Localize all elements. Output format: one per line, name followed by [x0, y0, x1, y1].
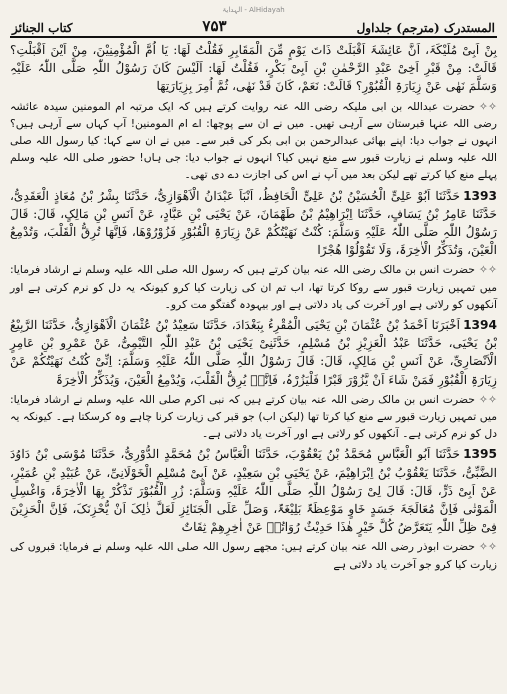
- page-content: [10, 41, 497, 573]
- header-rule: [10, 36, 497, 38]
- watermark: الہدایۃ - AlHidayah: [222, 6, 285, 14]
- translation-text: حضرت انس بن مالک رضی اللہ عنہ بیان کرتے ہیں کہ نبی اکرم صلی اللہ علیہ وسلم نے ارشاد فرمایا: میں تمہیں زیارت قبور سے منع کیا کرتا تھا (لیکن اب) جو قبر کی زیارت کرنا چاہے وہ کرسکتا ہے۔ کیونکہ یہ دل کو نرم کرتی ہے۔ آنکھوں کو رلاتی ہے اور آخرت یاد دلاتی ہے۔: [10, 392, 497, 441]
- translation-text: حضرت عبداللہ بن ابی ملیکہ رضی اللہ عنہ روایت کرتے ہیں کہ ایک مرتبہ ام المومنین سیدہ عائشہ رضی اللہ عنہا قبرستان سے آرہی تھیں۔ میں نے ان سے پوچھا: اے ام المومنین! آپ کہاں سے آرہی ہیں؟ انہوں نے جواب دیا: اپنے بھائی عبدالرحمن بن ابی بکر کی قبر سے۔ میں نے ان سے کہا: کیا رسول اللہ صلی اللہ علیہ وسلم نے زیارت قبور سے منع نہیں کیا؟ انہوں نے جواب دیا: جی ہاں! حضور صلی اللہ علیہ وسلم پہلے منع کیا کرتے تھے لیکن بعد میں آپ نے اس کی اجازت دے دی تھی۔: [10, 99, 497, 182]
- star-marker: ✧✧: [478, 263, 497, 277]
- hadith-translation: [10, 261, 497, 313]
- hadith-arabic: [10, 316, 497, 389]
- hadith-translation: [10, 98, 497, 184]
- translation-text: حضرت انس بن مالک رضی اللہ عنہ بیان کرتے ہیں کہ رسول اللہ صلی اللہ علیہ وسلم نے ارشاد فرمایا: میں تمہیں زیارت قبور سے روکا کرتا تھا، اب تم ان کی زیارت کیا کرو کیونکہ یہ دل کو نرم کرتی ہے اور آنکھوں کو رلاتی ہے اور آخرت کی یاد دلاتی ہے اور بیہودہ گفتگو مت کرو۔: [10, 263, 497, 311]
- star-marker: ✧✧: [478, 392, 497, 406]
- hadith-number: 1393: [463, 188, 497, 203]
- star-marker: ✧✧: [478, 540, 497, 554]
- hadith-arabic: [10, 445, 497, 536]
- page-number: ۷۵۳: [202, 17, 227, 35]
- hadith-translation: [10, 538, 497, 572]
- book-title: کتاب الجنائز: [12, 21, 73, 35]
- hadith-arabic: [10, 187, 497, 260]
- volume-title: المستدرک (مترجم) جلداول: [356, 21, 495, 35]
- hadith-number: 1394: [463, 318, 497, 333]
- hadith-arabic: بِنْ اَبِیْ مُلَیْکَۃَ، اَنَّ عَائِشَۃَ اَقْبَلَتْ ذَاتَ یَوْمٍ مِّنَ الْمَقَابِرِ فَقُلْتُ لَھَا: یَا اُمَّ الْمُؤْمِنِیْنَ، مِنْ اَیْنَ اَقْبَلْتِ؟ قَالَتْ: مِنْ قَبْرِ اَخِیْ عَبْدِ الرَّحْمٰنِ بْنِ اَبِیْ بَکْرٍ، فَقُلْتُ لَھَا: اَلَیْسَ کَانَ رَسُوْلُ اللّٰہِ صَلَّی اللّٰہُ عَلَیْہِ وَسَلَّمَ نَھٰی عَنْ زِیَارَۃِ الْقُبُوْرِ؟ قَالَتْ: نَعَمْ، کَانَ قَدْ نَھٰی، ثُمَّ اُمِرَ بِزِیَارَتِھَا: [10, 43, 497, 94]
- hadith-number: 1395: [463, 447, 497, 462]
- arabic-text: حَدَّثَنَا اَبُوْ عَلِیٍّ الْحُسَیْنُ بْنُ عَلِیٍّ الْحَافِظُ، اَنْبَاَ عَبْدَانُ الْاَھْوَازِیُّ، حَدَّثَنَا بِشْرُ بْنُ مُعَاذٍ الْعَقَدِیُّ، حَدَّثَنَا عَامِرُ بْنُ یَسَافٍ، حَدَّثَنَا اِبْرَاھِیْمُ بْنُ طَھْمَانَ، عَنْ یَحْیَی بْنِ عَبَّادٍ، عَنْ اَنَسِ بْنِ مَالِکٍ، قَالَ: قَالَ رَسُوْلُ اللّٰہِ صَلَّی اللّٰہُ عَلَیْہِ وَسَلَّمَ: کُنْتُ نَھَیْتُکُمْ عَنْ زِیَارَۃِ الْقُبُوْرِ فَزُوْرُوْھَا، فَاِنَّھَا تُرِقُّ الْقَلْبَ، وَتُدْمِعُ الْعَیْنَ، وَتُذَکِّرُ الْاٰخِرَۃَ، وَلَا تَقُوْلُوْا ھُجْرًا: [10, 188, 497, 258]
- page-header: [10, 15, 497, 35]
- arabic-text: حَدَّثَنَا اَبُو الْعَبَّاسِ مُحَمَّدُ بْنُ یَعْقُوْبَ، حَدَّثَنَا الْعَبَّاسُ بْنُ مُحَمَّدٍ الدُّوْرِیُّ، حَدَّثَنَا مُوْسَی بْنُ دَاوُدَ الضَّبِّیُّ، حَدَّثَنَا یَعْقُوْبُ بْنُ اِبْرَاھِیْمَ، عَنْ یَحْیَی بْنِ سَعِیْدٍ، عَنْ اَبِیْ مُسْلِمٍ الْخَوْلَانِیِّ، عَنْ عُبَیْدِ بْنِ عُمَیْرٍ، عَنْ اَبِیْ ذَرٍّ، قَالَ: قَالَ لِیْ رَسُوْلُ اللّٰہِ صَلَّی اللّٰہُ عَلَیْہِ وَسَلَّمَ: زُرِ الْقُبُوْرَ تَذْکُرْ بِھَا الْاٰخِرَۃَ، وَاغْسِلِ الْمَوْتٰی فَاِنَّ مُعَالَجَۃَ جَسَدٍ خَاوٍ مَوْعِظَۃٌ بَلِیْغَۃٌ، وَصَلِّ عَلَی الْجَنَائِزِ لَعَلَّ ذٰلِکَ اَنْ یُّحْزِنَکَ، فَاِنَّ الْحَزِیْنَ فِیْ ظِلِّ اللّٰہِ یَتَعَرَّضُ کُلَّ خَیْرٍ ھٰذَا حَدِیْثٌ رُوَاتُہٗ عَنْ اٰخِرِھِمْ ثِقَاتٌ: [10, 447, 497, 535]
- star-marker: ✧✧: [478, 99, 497, 113]
- arabic-text: اَخْبَرَنَا اَحْمَدُ بْنُ عُثْمَانَ بْنِ یَحْیَی الْمُقْرِءُ بِبَغْدَادَ، حَدَّثَنَا سَعِیْدُ بْنُ عُثْمَانَ الْاَھْوَازِیُّ، حَدَّثَنَا الرَّبِیْعُ بْنُ یَحْیَی، حَدَّثَنَا عَبْدُ الْعَزِیْزِ بْنُ مُسْلِمٍ، حَدَّثَنِیْ یَحْیَی بْنُ عَبْدِ اللّٰہِ التَّیْمِیُّ، عَنْ عَمْرِو بْنِ عَامِرٍ الْاَنْصَارِیِّ، عَنْ اَنَسِ بْنِ مَالِکٍ، قَالَ: قَالَ رَسُوْلُ اللّٰہِ صَلَّی اللّٰہُ عَلَیْہِ وَسَلَّمَ: اِنِّیْ کُنْتُ نَھَیْتُکُمْ عَنْ زِیَارَۃِ الْقُبُوْرِ فَمَنْ شَاءَ اَنْ یَّزُوْرَ قَبْرًا فَلْیَزُرْہُ، فَاِنَّہٗ یُرِقُّ الْقَلْبَ، وَیُدْمِعُ الْعَیْنَ، وَیُذَکِّرُ الْاٰخِرَۃَ: [10, 318, 497, 387]
- translation-text: حضرت ابوذر رضی اللہ عنہ بیان کرتے ہیں: مجھے رسول اللہ صلی اللہ علیہ وسلم نے فرمایا: قبروں کی زیارت کیا کرو جو آخرت یاد دلاتی ہے: [10, 540, 497, 571]
- hadith-translation: [10, 391, 497, 443]
